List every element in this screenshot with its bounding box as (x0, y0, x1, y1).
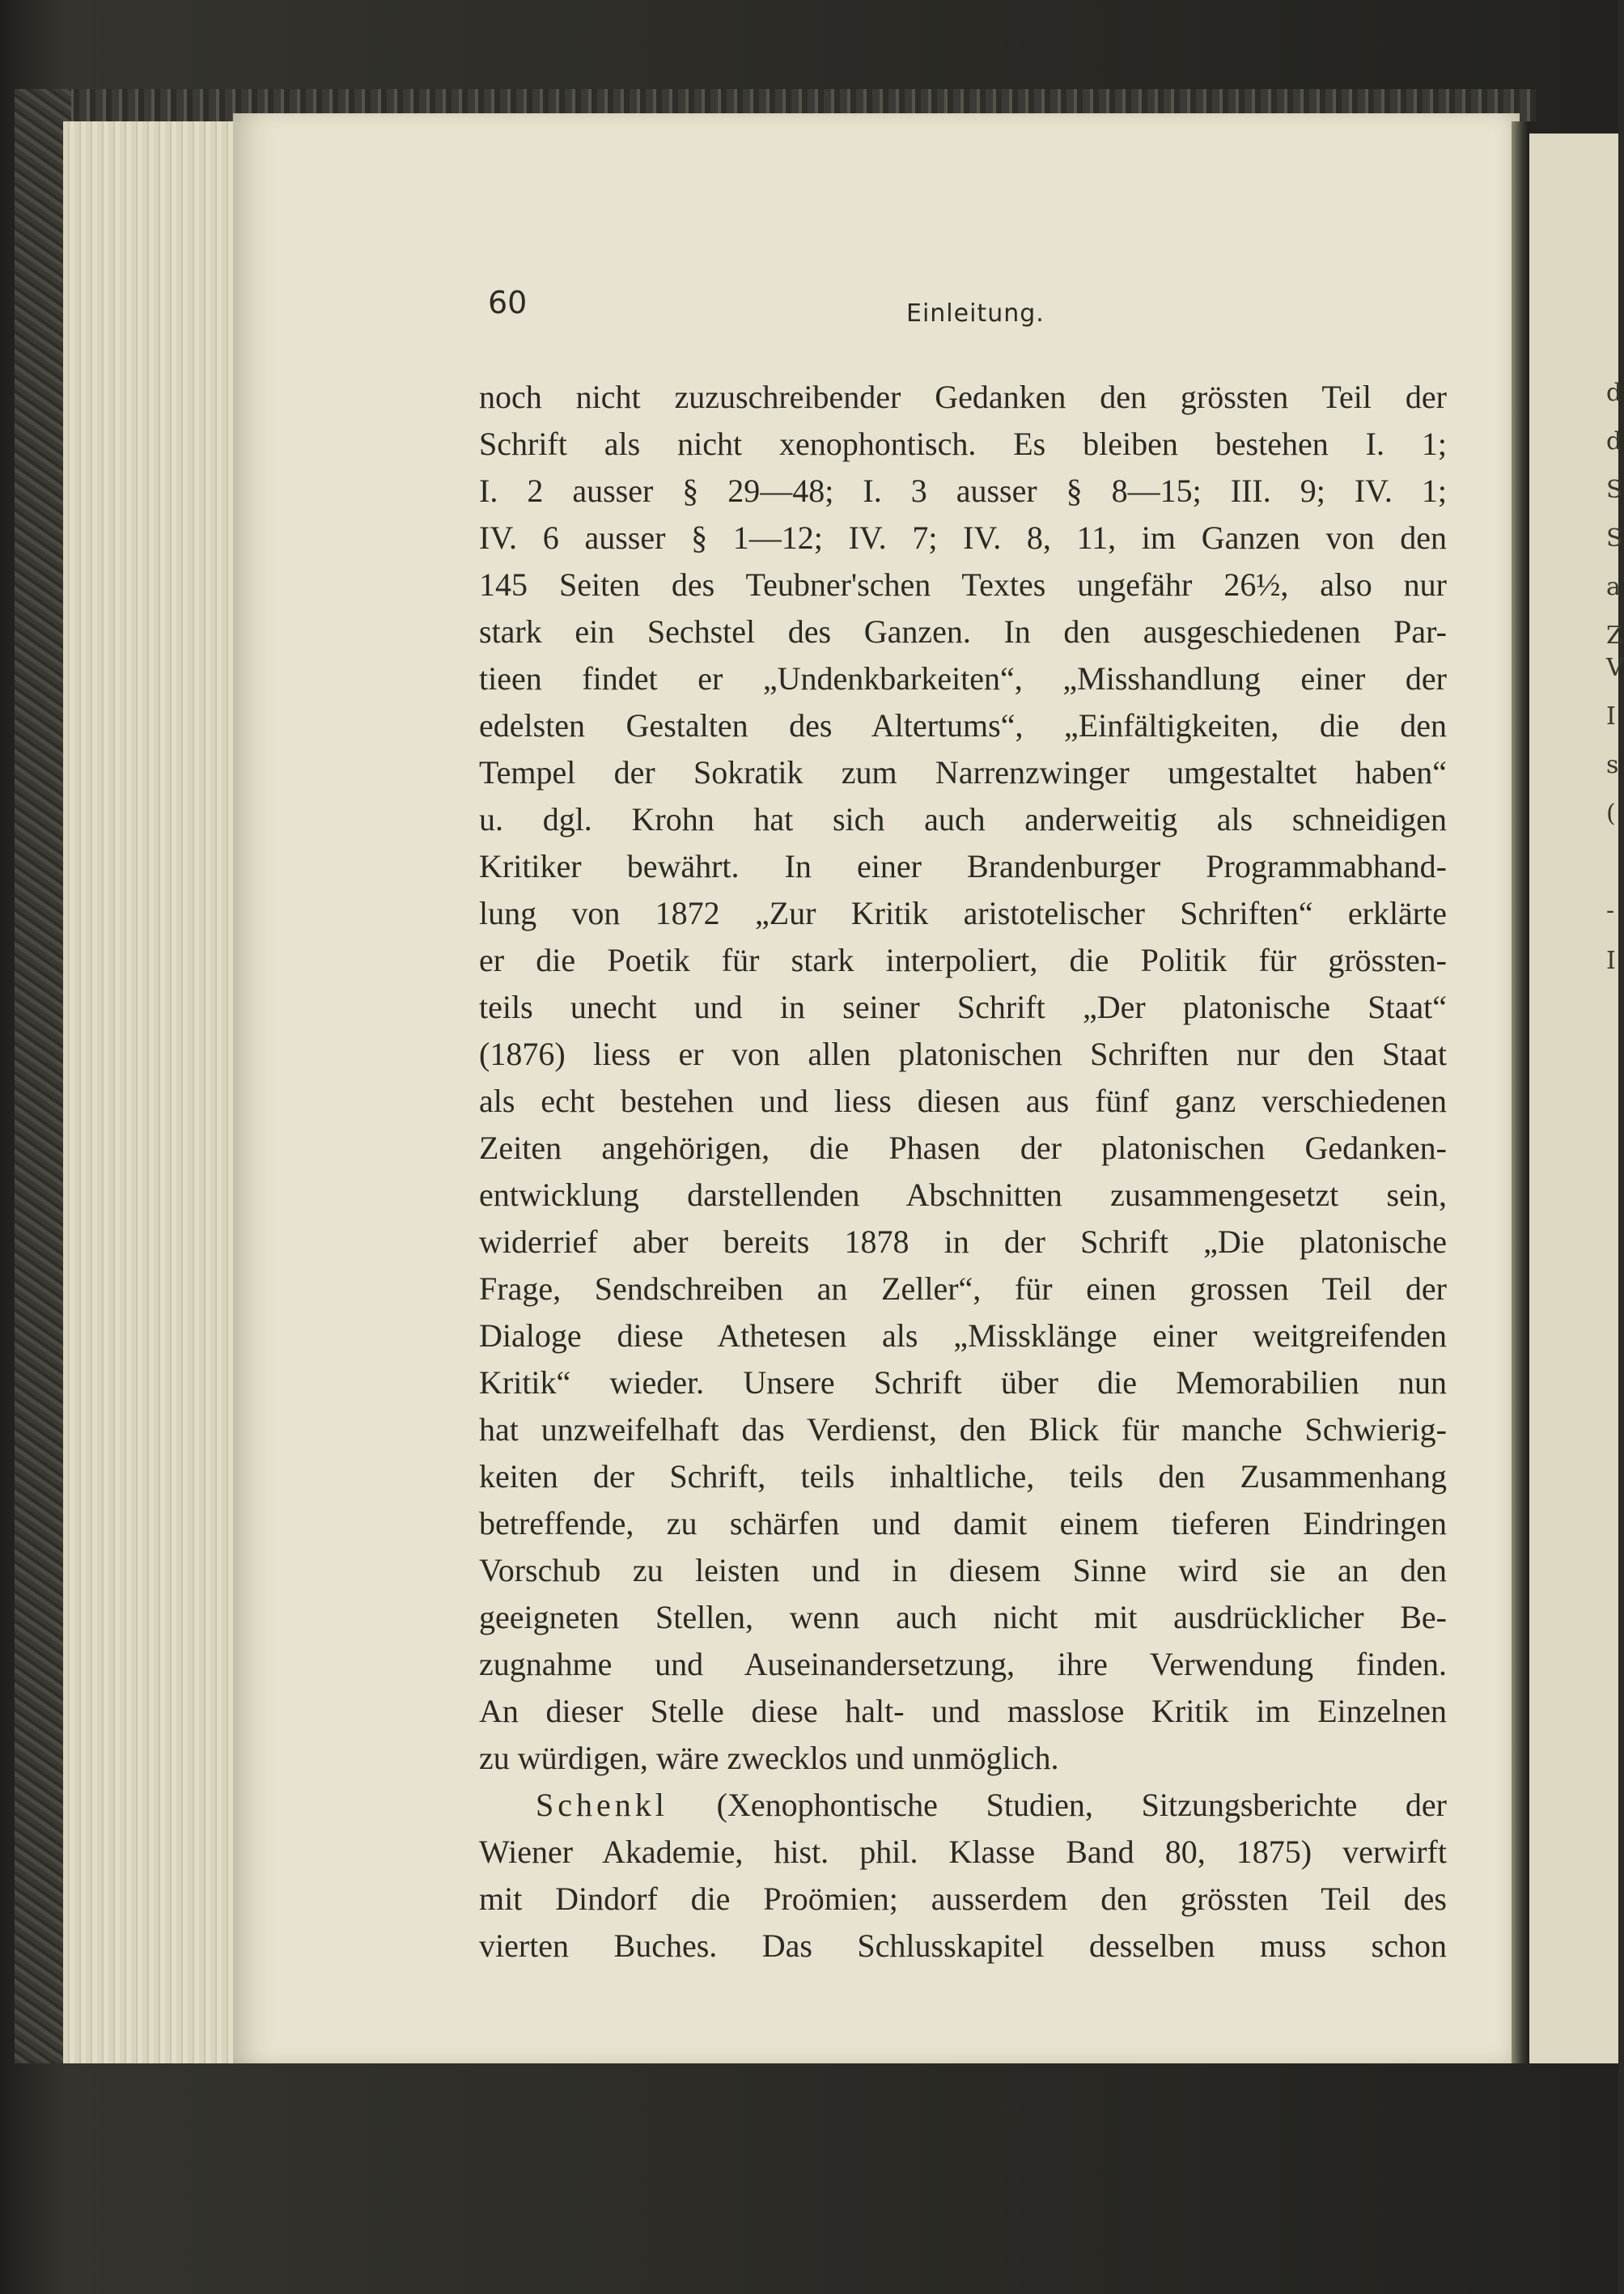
body-text (479, 374, 1447, 1970)
text-line: noch nicht zuzuschreibender Gedanken den grössten Teil der (479, 379, 1447, 415)
text-line: Dialoge diese Athetesen als „Missklänge einer weitgreifenden (479, 1317, 1447, 1354)
page-stack-edges (63, 121, 241, 2063)
text-line: hat unzweifelhaft das Verdienst, den Blick für manche Schwierig- (479, 1411, 1447, 1448)
text-line: Kritik“ wieder. Unsere Schrift über die Memorabilien nun (479, 1364, 1447, 1401)
text-line: mit Dindorf die Proömien; ausserdem den grössten Teil des (479, 1881, 1447, 1917)
text-line: keiten der Schrift, teils inhaltliche, teils den Zusammenhang (479, 1458, 1447, 1495)
text-line: entwicklung darstellenden Abschnitten zusammengesetzt sein, (479, 1177, 1447, 1213)
author-name: Schenkl (536, 1787, 668, 1823)
facing-page-fragment: a (1606, 573, 1621, 601)
text-line: vierten Buches. Das Schlusskapitel desselben muss schon (479, 1927, 1447, 1964)
text-line: geeigneten Stellen, wenn auch nicht mit ausdrücklicher Be- (479, 1599, 1447, 1635)
facing-page-fragment: d (1606, 427, 1622, 456)
text-line: er die Poetik für stark interpoliert, die Politik für grössten- (479, 942, 1447, 978)
page-number: 60 (488, 285, 528, 320)
facing-page-fragment: Z (1606, 621, 1623, 650)
text-line: Kritiker bewährt. In einer Brandenburger Programmabhand- (479, 848, 1447, 884)
facing-page-fragment: I (1606, 702, 1616, 731)
text-line: Wiener Akademie, hist. phil. Klasse Band 80, 1875) verwirft (479, 1834, 1447, 1870)
text-line: stark ein Sechstel des Ganzen. In den ausgeschiedenen Par- (479, 613, 1447, 650)
facing-page-fragment: d (1606, 379, 1622, 407)
text-fragment: (Xenophontische Studien, Sitzungsberichte der (716, 1787, 1448, 1823)
facing-page-fragment: ( (1606, 799, 1616, 828)
text-line: Zeiten angehörigen, die Phasen der platonischen Gedanken- (479, 1130, 1447, 1166)
text-line: An dieser Stelle diese halt- und masslose Kritik im Einzelnen (479, 1693, 1447, 1729)
text-line: tieen findet er „Undenkbarkeiten“, „Misshandlung einer der (479, 660, 1447, 697)
text-line: als echt bestehen und liess diesen aus fünf ganz verschiedenen (479, 1083, 1447, 1119)
text-line: betreffende, zu schärfen und damit einem tieferen Eindringen (479, 1505, 1447, 1541)
text-line: (1876) liess er von allen platonischen Schriften nur den Staat (479, 1036, 1447, 1072)
text-line: widerrief aber bereits 1878 in der Schrift „Die platonische (479, 1223, 1447, 1260)
facing-page-fragment: s (1606, 751, 1619, 779)
text-line: teils unecht und in seiner Schrift „Der platonische Staat“ (479, 989, 1447, 1025)
text-line: Frage, Sendschreiben an Zeller“, für einen grossen Teil der (479, 1270, 1447, 1307)
text-line: zu würdigen, wäre zwecklos und unmöglich. (479, 1740, 1059, 1776)
facing-page (1529, 134, 1618, 2063)
text-line: zugnahme und Auseinandersetzung, ihre Verwendung finden. (479, 1646, 1447, 1682)
text-line: Schrift als nicht xenophontisch. Es bleiben bestehen I. 1; (479, 426, 1447, 462)
paragraph-first-line (479, 1782, 1447, 1829)
text-line: Vorschub zu leisten und in diesem Sinne wird sie an den (479, 1552, 1447, 1588)
text-line: lung von 1872 „Zur Kritik aristotelischer Schriften“ erklärte (479, 895, 1447, 931)
book-gutter (1512, 121, 1529, 2063)
text-line: 145 Seiten des Teubner'schen Textes ungefähr 26½, also nur (479, 566, 1447, 603)
facing-page-fragment: S (1606, 476, 1623, 504)
text-line: u. dgl. Krohn hat sich auch anderweitig als schneidigen (479, 801, 1447, 837)
text-line: Tempel der Sokratik zum Narrenzwinger umgestaltet haben“ (479, 754, 1447, 791)
facing-page-fragment: V (1606, 654, 1624, 682)
facing-page-fragment: S (1606, 524, 1623, 553)
text-line: I. 2 ausser § 29—48; I. 3 ausser § 8—15; III. 9; IV. 1; (479, 473, 1447, 509)
facing-page-fragment: I (1606, 947, 1616, 975)
facing-page-fragment: - (1606, 897, 1615, 925)
text-line: edelsten Gestalten des Altertums“, „Einfältigkeiten, die den (479, 707, 1447, 744)
text-line: IV. 6 ausser § 1—12; IV. 7; IV. 8, 11, im Ganzen von den (479, 519, 1447, 556)
running-head: Einleitung. (906, 299, 1045, 328)
